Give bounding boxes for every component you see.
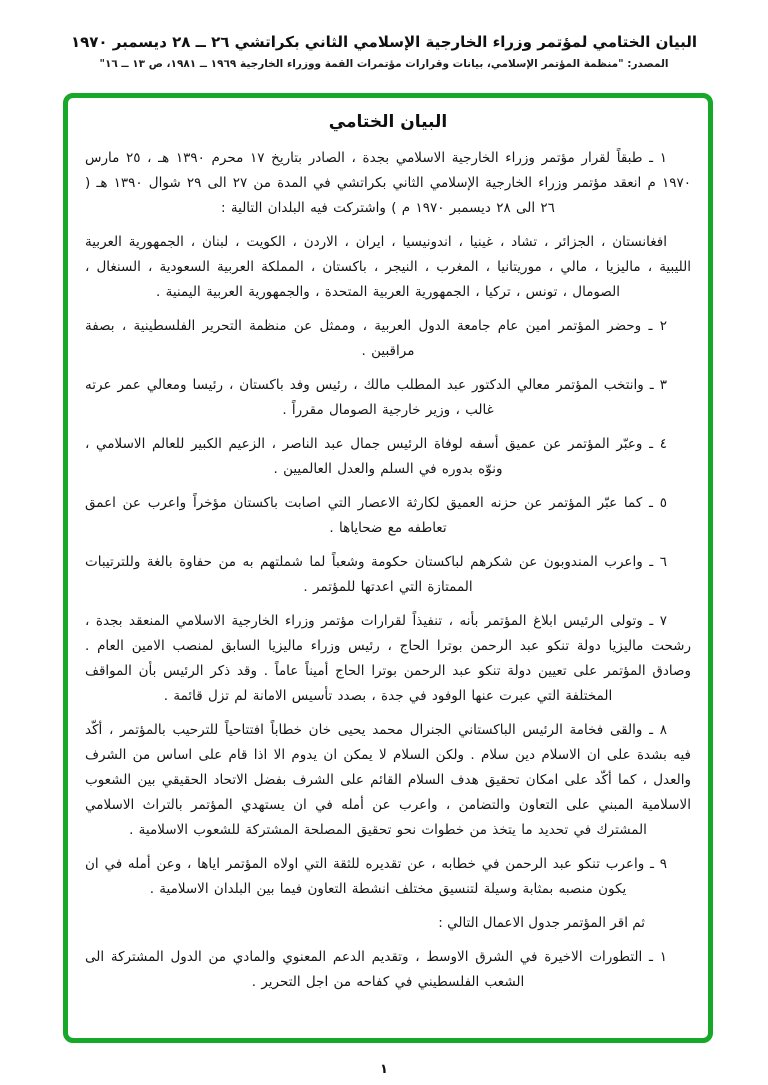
paragraph-3: ٣ ـ وانتخب المؤتمر معالي الدكتور عبد المطلب مالك ، رئيس وفد باكستان ، رئيسا ومعالي عمر عرته غالب ، وزير خارجية الصومال مقرراً . (85, 377, 667, 418)
paragraph-4: ٤ ـ وعبّر المؤتمر عن عميق أسفه لوفاة الرئيس جمال عبد الناصر ، الزعيم الكبير للعالم الاسلامي ، ونوّه بدوره في السلم والعدل العالميين . (85, 436, 667, 477)
statement-title: البيان الختامي (328, 112, 448, 132)
paragraph-5: ٥ ـ كما عبّر المؤتمر عن حزنه العميق لكارثة الاعصار التي اصابت باكستان مؤخراً واعرب عن اعمق تعاطفه مع ضحاياها . (85, 495, 667, 536)
paragraph-1: ١ ـ طبقاً لقرار مؤتمر وزراء الخارجية الاسلامي بجدة ، الصادر بتاريخ ١٧ محرم ١٣٩٠ هـ ، ٢٥ مارس ١٩٧٠ م انعقد مؤتمر وزراء الخارجية الإسلامي الثاني بكراتشي في المدة من ٢٧ الى ٢٩ شوال ١٣٩٠ هـ ( ٢٦ الى ٢٨ ديسمبر ١٩٧٠ م ) واشتركت فيه البلدان التالية : (85, 150, 691, 216)
paragraph-9: ٩ ـ واعرب تنكو عبد الرحمن في خطابه ، عن تقديره للثقة التي اولاه المؤتمر اياها ، وعن أمله في ان يكون منصبه بمثابة وسيلة لتنسيق مختلف انشطة التعاون فيما بين البلدان الاسلامية . (85, 856, 667, 897)
page-number: ١ (380, 1062, 388, 1077)
green-highlight-frame (63, 93, 713, 1043)
paragraph-7: ٧ ـ وتولى الرئيس ابلاغ المؤتمر بأنه ، تنفيذاً لقرارات مؤتمر وزراء الخارجية الاسلامي المنعقد بجدة ، رشحت ماليزيا دولة تنكو عبد الرحمن بوترا الحاج ، رئيس وزراء ماليزيا السابق لمنصب الامين العام . وصادق المؤتمر على تعيين دولة تنكو عبد الرحمن بوترا الحاج أميناً عاماً . وقد ذكر الرئيس بأن المواقف المختلفة التي عبرت عنها الوفود في جدة ، بصدد تأسيس الامانة لم تزل قائمة . (85, 613, 691, 704)
paragraph-6: ٦ ـ واعرب المندوبون عن شكرهم لباكستان حكومة وشعباً لما شملتهم به من حفاوة بالغة وللترتيبات الممتازة التي اعدتها للمؤتمر . (85, 554, 667, 595)
participating-countries-list: افغانستان ، الجزائر ، تشاد ، غينيا ، اندونيسيا ، ايران ، الاردن ، الكويت ، لبنان ، الجمهورية العربية الليبية ، ماليزيا ، مالي ، موريتانيا ، المغرب ، النيجر ، باكستان ، المملكة العربية السعودية ، السنغال ، الصومال ، تونس ، تركيا ، الجمهورية العربية المتحدة ، والجمهورية العربية اليمنية . (85, 234, 691, 300)
document-header-title: البيان الختامي لمؤتمر وزراء الخارجية الإسلامي الثاني بكراتشي ٢٦ ــ ٢٨ ديسمبر ١٩٧٠ (70, 33, 698, 51)
agenda-intro-line: ثم اقر المؤتمر جدول الاعمال التالي : (438, 915, 645, 931)
document-source-line: المصدر: "منظمة المؤتمر الإسلامي، بيانات وقرارات مؤتمرات القمة ووزراء الخارجية ١٩٦٩ ــ ١٩٨١، ص ١٣ ــ ١٦" (99, 58, 669, 70)
agenda-item-1: ١ ـ التطورات الاخيرة في الشرق الاوسط ، وتقديم الدعم المعنوي والمادي من الدول المشتركة الى الشعب الفلسطيني في كفاحه من اجل التحرير . (85, 949, 667, 990)
page-header (0, 32, 768, 71)
paragraph-8: ٨ ـ والقى فخامة الرئيس الباكستاني الجنرال محمد يحيى خان خطاباً افتتاحياً للترحيب بالمؤتمر ، أكّد فيه بشدة على ان الاسلام دين سلام . ولكن السلام لا يمكن ان يدوم الا اذا قام على اساس من الشرف والعدل ، كما أكّد على امكان تحقيق هدف السلام القائم على الشرف بفضل الاتحاد الحقيقي بين الشعوب الاسلامية المبني على التعاون والتضامن ، واعرب عن أمله في ان يستهدي المؤتمر بالتراث الاسلامي المشترك في تحديد ما يتخذ من خطوات نحو تحقيق المصلحة المشتركة للشعوب الاسلامية . (85, 722, 691, 838)
paragraph-2: ٢ ـ وحضر المؤتمر امين عام جامعة الدول العربية ، وممثل عن منظمة التحرير الفلسطينية ، بصفة مراقبين . (85, 318, 667, 359)
